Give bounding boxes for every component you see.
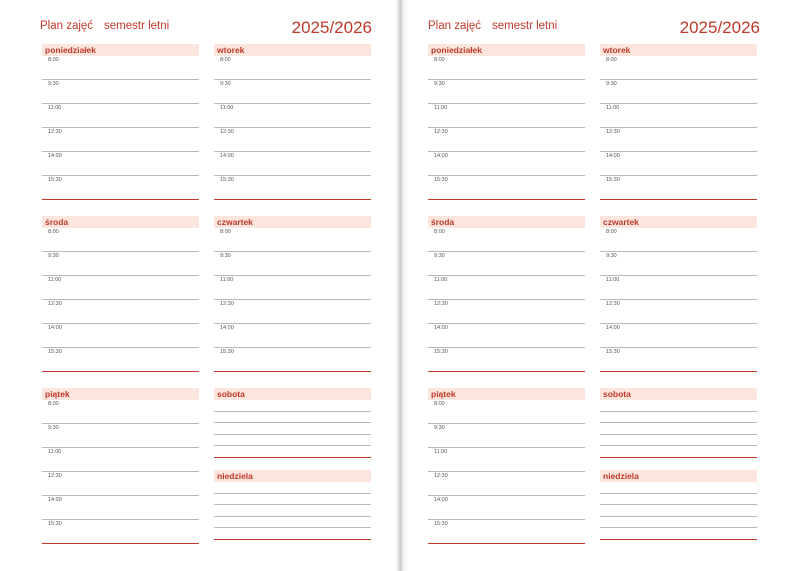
- blank-line: [214, 528, 371, 540]
- time-slot: [42, 252, 199, 276]
- time-label: 8:00: [434, 57, 445, 63]
- time-label: 8:00: [48, 229, 59, 235]
- time-slot: [428, 228, 585, 252]
- time-label: 15:30: [220, 349, 234, 355]
- time-label: 15:30: [48, 177, 62, 183]
- right-page: [402, 0, 800, 571]
- time-slot: [428, 520, 585, 544]
- time-label: 9:30: [48, 253, 59, 259]
- time-label: 12:30: [220, 301, 234, 307]
- time-label: 14:00: [434, 153, 448, 159]
- day-block-thursday: [214, 216, 371, 372]
- time-label: 12:30: [220, 129, 234, 135]
- blank-lines: [600, 400, 757, 458]
- semester-label: semestr letni: [492, 20, 558, 32]
- day-header-saturday: sobota: [600, 388, 757, 400]
- time-label: 15:30: [48, 521, 62, 527]
- day-block-wednesday: [428, 216, 585, 372]
- time-slot: [214, 252, 371, 276]
- day-header-friday: piątek: [428, 388, 585, 400]
- time-label: 15:30: [48, 349, 62, 355]
- blank-line: [214, 423, 371, 435]
- academic-year: 2025/2026: [291, 18, 372, 37]
- time-label: 9:30: [434, 425, 445, 431]
- time-label: 11:00: [434, 277, 448, 283]
- time-label: 14:00: [434, 497, 448, 503]
- blank-line: [600, 446, 757, 458]
- blank-line: [600, 494, 757, 506]
- page-header: [40, 20, 372, 40]
- time-label: 9:30: [434, 253, 445, 259]
- blank-line: [600, 517, 757, 529]
- time-label: 8:00: [48, 401, 59, 407]
- day-block-sunday: [214, 470, 371, 540]
- day-block-monday: [428, 44, 585, 200]
- time-slots: [42, 228, 199, 372]
- time-slots: [428, 400, 585, 544]
- time-slot: [42, 128, 199, 152]
- day-header-sunday: niedziela: [214, 470, 371, 482]
- time-slot: [214, 276, 371, 300]
- time-label: 9:30: [220, 253, 231, 259]
- time-slot: [600, 80, 757, 104]
- time-slot: [428, 276, 585, 300]
- time-label: 9:30: [48, 81, 59, 87]
- time-slot: [600, 152, 757, 176]
- time-label: 11:00: [434, 105, 448, 111]
- time-slot: [42, 228, 199, 252]
- time-slot: [428, 104, 585, 128]
- time-slot: [214, 176, 371, 200]
- time-label: 15:30: [220, 177, 234, 183]
- time-slots: [600, 228, 757, 372]
- time-label: 9:30: [220, 81, 231, 87]
- time-slot: [42, 472, 199, 496]
- time-label: 15:30: [434, 521, 448, 527]
- time-slot: [428, 128, 585, 152]
- day-block-friday: [42, 388, 199, 544]
- day-block-saturday: [600, 388, 757, 458]
- blank-line: [214, 412, 371, 424]
- blank-lines: [214, 400, 371, 458]
- time-label: 12:30: [434, 129, 448, 135]
- day-block-friday: [428, 388, 585, 544]
- time-label: 15:30: [606, 177, 620, 183]
- time-label: 11:00: [220, 277, 234, 283]
- blank-line: [600, 435, 757, 447]
- blank-line: [214, 435, 371, 447]
- day-header-saturday: sobota: [214, 388, 371, 400]
- time-label: 8:00: [48, 57, 59, 63]
- time-slot: [428, 324, 585, 348]
- day-header-sunday: niedziela: [600, 470, 757, 482]
- time-slot: [428, 400, 585, 424]
- blank-lines: [600, 482, 757, 540]
- time-slots: [600, 56, 757, 200]
- day-block-saturday: [214, 388, 371, 458]
- semester-label: semestr letni: [104, 20, 170, 32]
- time-slots: [428, 56, 585, 200]
- day-header-wednesday: środa: [428, 216, 585, 228]
- plan-title: Plan zajęć: [428, 20, 482, 32]
- day-block-thursday: [600, 216, 757, 372]
- time-label: 11:00: [48, 105, 62, 111]
- time-slot: [600, 300, 757, 324]
- time-slot: [214, 128, 371, 152]
- time-label: 14:00: [220, 325, 234, 331]
- time-slot: [214, 324, 371, 348]
- time-slot: [428, 348, 585, 372]
- day-header-thursday: czwartek: [600, 216, 757, 228]
- time-label: 14:00: [48, 153, 62, 159]
- day-header-tuesday: wtorek: [214, 44, 371, 56]
- blank-line: [600, 505, 757, 517]
- academic-year: 2025/2026: [679, 18, 760, 37]
- time-label: 11:00: [434, 449, 448, 455]
- time-slot: [42, 496, 199, 520]
- blank-line: [600, 423, 757, 435]
- blank-line: [214, 446, 371, 458]
- day-block-tuesday: [600, 44, 757, 200]
- time-slot: [600, 104, 757, 128]
- plan-title: Plan zajęć: [40, 20, 94, 32]
- time-label: 9:30: [48, 425, 59, 431]
- time-label: 8:00: [220, 57, 231, 63]
- time-label: 11:00: [48, 449, 62, 455]
- time-slot: [600, 348, 757, 372]
- time-label: 8:00: [606, 229, 617, 235]
- time-slot: [42, 448, 199, 472]
- day-header-tuesday: wtorek: [600, 44, 757, 56]
- time-slots: [428, 228, 585, 372]
- time-label: 8:00: [434, 401, 445, 407]
- time-slot: [42, 152, 199, 176]
- time-slot: [428, 176, 585, 200]
- day-block-wednesday: [42, 216, 199, 372]
- time-slot: [428, 300, 585, 324]
- time-label: 12:30: [434, 473, 448, 479]
- time-slot: [600, 56, 757, 80]
- time-slot: [428, 472, 585, 496]
- blank-line: [600, 482, 757, 494]
- time-slot: [42, 80, 199, 104]
- time-slots: [214, 228, 371, 372]
- time-label: 8:00: [434, 229, 445, 235]
- time-slot: [42, 400, 199, 424]
- day-block-monday: [42, 44, 199, 200]
- day-header-thursday: czwartek: [214, 216, 371, 228]
- time-label: 14:00: [48, 497, 62, 503]
- time-slot: [428, 252, 585, 276]
- time-slot: [42, 324, 199, 348]
- time-label: 9:30: [606, 253, 617, 259]
- time-label: 14:00: [606, 325, 620, 331]
- time-label: 14:00: [434, 325, 448, 331]
- time-label: 8:00: [220, 229, 231, 235]
- time-slot: [428, 424, 585, 448]
- time-label: 11:00: [48, 277, 62, 283]
- time-slots: [42, 56, 199, 200]
- day-header-monday: poniedziałek: [42, 44, 199, 56]
- blank-line: [600, 412, 757, 424]
- time-label: 15:30: [434, 177, 448, 183]
- day-block-tuesday: [214, 44, 371, 200]
- time-slot: [214, 228, 371, 252]
- time-slot: [600, 128, 757, 152]
- time-label: 11:00: [606, 277, 620, 283]
- time-label: 12:30: [48, 473, 62, 479]
- time-label: 12:30: [48, 301, 62, 307]
- time-slots: [42, 400, 199, 544]
- time-label: 15:30: [434, 349, 448, 355]
- day-header-wednesday: środa: [42, 216, 199, 228]
- time-label: 12:30: [434, 301, 448, 307]
- blank-line: [600, 400, 757, 412]
- time-label: 9:30: [606, 81, 617, 87]
- time-label: 12:30: [606, 301, 620, 307]
- time-slot: [600, 252, 757, 276]
- time-slot: [42, 520, 199, 544]
- time-slot: [214, 104, 371, 128]
- time-label: 14:00: [48, 325, 62, 331]
- time-slot: [428, 80, 585, 104]
- time-slot: [600, 324, 757, 348]
- time-slot: [42, 348, 199, 372]
- time-label: 14:00: [606, 153, 620, 159]
- time-slot: [600, 228, 757, 252]
- time-slots: [214, 56, 371, 200]
- blank-line: [214, 505, 371, 517]
- day-block-sunday: [600, 470, 757, 540]
- page-header: [428, 20, 760, 40]
- time-slot: [428, 448, 585, 472]
- time-slot: [428, 56, 585, 80]
- time-slot: [42, 300, 199, 324]
- time-slot: [214, 56, 371, 80]
- time-slot: [42, 56, 199, 80]
- time-slot: [42, 104, 199, 128]
- time-slot: [42, 276, 199, 300]
- time-slot: [42, 176, 199, 200]
- time-label: 12:30: [48, 129, 62, 135]
- blank-line: [214, 517, 371, 529]
- time-slot: [428, 152, 585, 176]
- time-slot: [600, 176, 757, 200]
- time-label: 8:00: [606, 57, 617, 63]
- time-label: 14:00: [220, 153, 234, 159]
- day-header-monday: poniedziałek: [428, 44, 585, 56]
- time-slot: [214, 152, 371, 176]
- day-header-friday: piątek: [42, 388, 199, 400]
- time-slot: [42, 424, 199, 448]
- time-slot: [214, 80, 371, 104]
- time-slot: [428, 496, 585, 520]
- blank-line: [214, 494, 371, 506]
- blank-line: [214, 482, 371, 494]
- left-page: [0, 0, 398, 571]
- blank-lines: [214, 482, 371, 540]
- time-slot: [214, 348, 371, 372]
- blank-line: [600, 528, 757, 540]
- time-label: 11:00: [606, 105, 620, 111]
- time-label: 11:00: [220, 105, 234, 111]
- time-label: 9:30: [434, 81, 445, 87]
- time-label: 12:30: [606, 129, 620, 135]
- time-label: 15:30: [606, 349, 620, 355]
- time-slot: [600, 276, 757, 300]
- blank-line: [214, 400, 371, 412]
- time-slot: [214, 300, 371, 324]
